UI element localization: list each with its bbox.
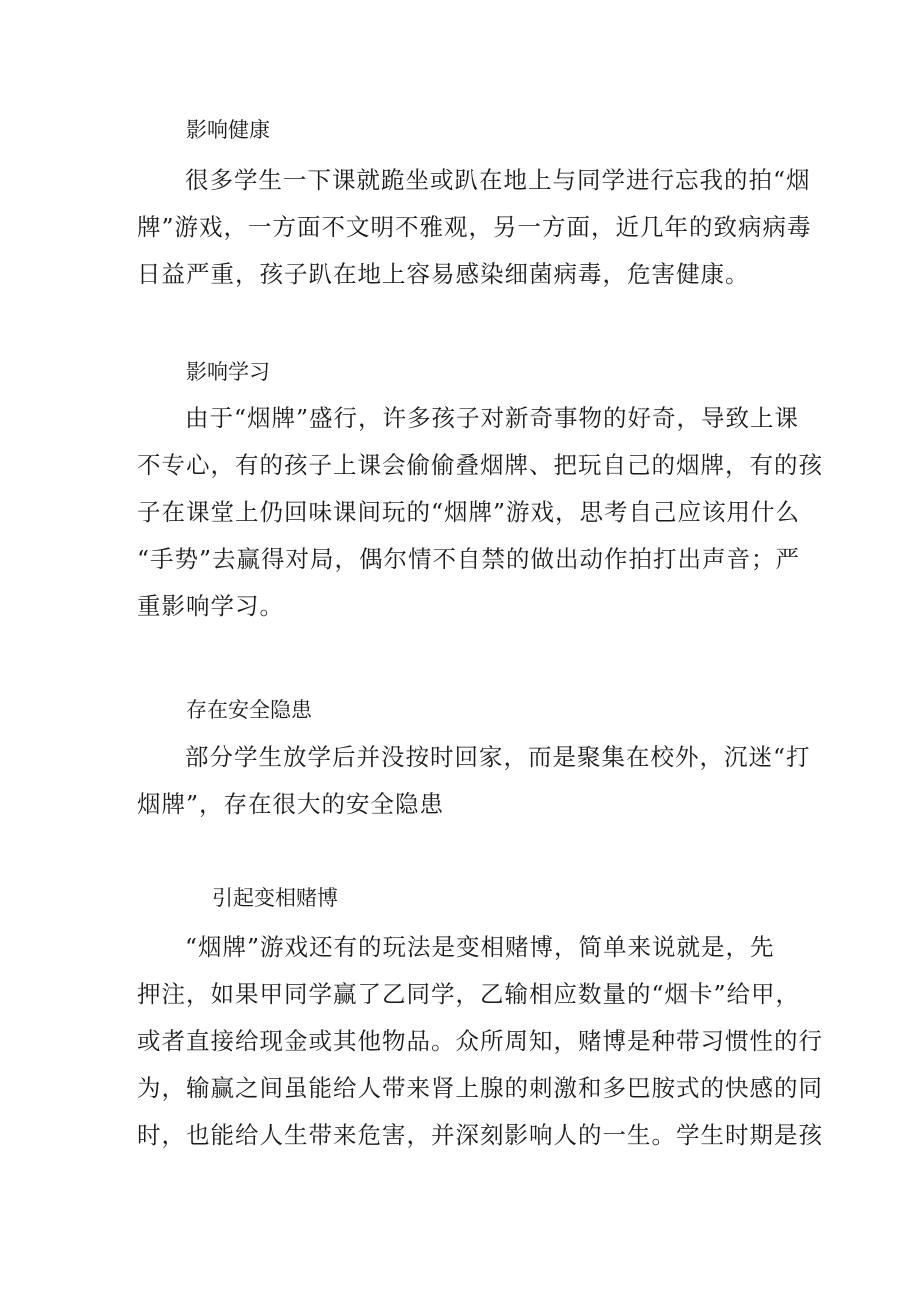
section-paragraph-gambling [137, 924, 823, 1159]
section-heading-safety: 存在安全隐患 [186, 698, 312, 722]
paragraph-line: “烟牌”游戏还有的玩法是变相赌博，简单来说就是，先 [185, 933, 775, 961]
section-paragraph-study [137, 395, 823, 630]
paragraph-line: 不专心，有的孩子上课会偷偷叠烟牌、把玩自己的烟牌，有的孩 [137, 451, 823, 479]
paragraph-line: 烟牌”，存在很大的安全隐患 [137, 790, 445, 818]
paragraph-line: 押注，如果甲同学赢了乙同学，乙输相应数量的“烟卡”给甲， [137, 980, 801, 1008]
section-heading-gambling: 引起变相赌博 [212, 886, 338, 910]
paragraph-line: 牌”游戏，一方面不文明不雅观，另一方面，近几年的致病病毒 [137, 213, 812, 241]
paragraph-line: 部分学生放学后并没按时回家，而是聚集在校外，沉迷“打 [185, 743, 811, 771]
paragraph-line: 日益严重，孩子趴在地上容易感染细菌病毒，危害健康。 [137, 260, 750, 288]
section-heading-health: 影响健康 [186, 118, 270, 142]
paragraph-line: 由于“烟牌”盛行，许多孩子对新奇事物的好奇，导致上课 [185, 404, 800, 432]
paragraph-line: 时，也能给人生带来危害，并深刻影响人的一生。学生时期是孩 [137, 1121, 823, 1149]
section-paragraph-safety [137, 734, 811, 828]
paragraph-line: “手势”去赢得对局，偶尔情不自禁的做出动作拍打出声音；严 [137, 545, 801, 573]
section-paragraph-health [137, 157, 812, 298]
paragraph-line: 或者直接给现金或其他物品。众所周知，赌博是种带习惯性的行 [137, 1027, 823, 1055]
paragraph-line: 重影响学习。 [137, 592, 284, 620]
paragraph-line: 很多学生一下课就跪坐或趴在地上与同学进行忘我的拍“烟 [185, 166, 811, 194]
paragraph-line: 为，输赢之间虽能给人带来肾上腺的刺激和多巴胺式的快感的同 [137, 1074, 823, 1102]
section-heading-study: 影响学习 [186, 360, 270, 384]
paragraph-line: 子在课堂上仍回味课间玩的“烟牌”游戏，思考自己应该用什么 [137, 498, 801, 526]
